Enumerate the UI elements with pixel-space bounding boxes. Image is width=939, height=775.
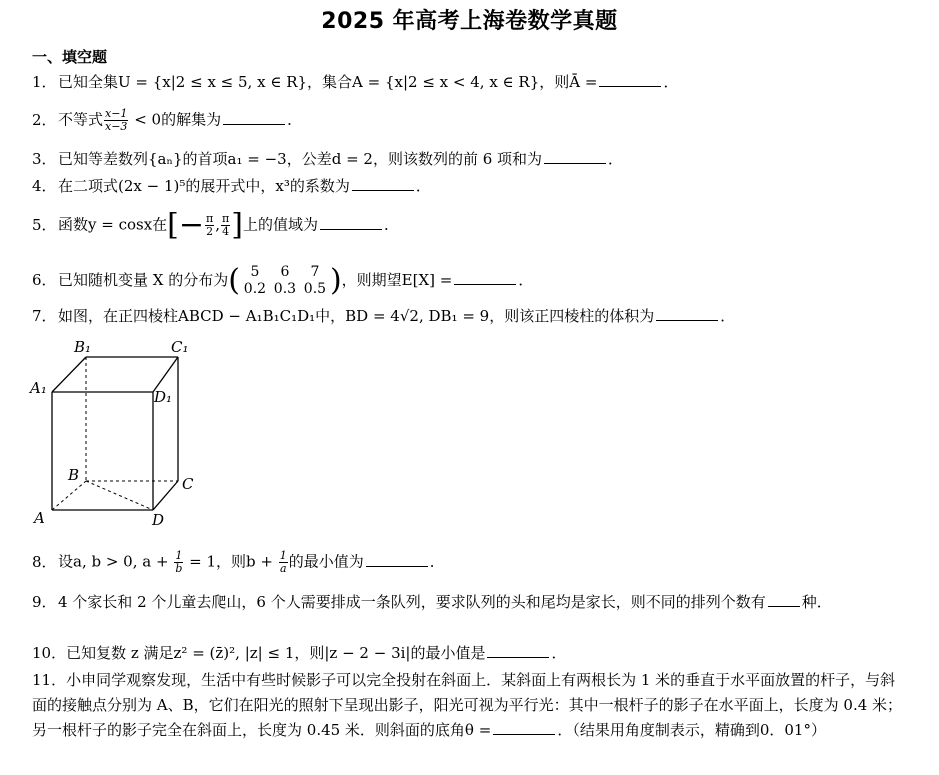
question-text: 如图，在正四棱柱ABCD − A₁B₁C₁D₁中，BD = 4√2, DB₁ = 9，则该正四棱柱的体积为: [58, 307, 655, 325]
label-d1: D₁: [154, 388, 173, 406]
edge-c1d1: [153, 357, 178, 392]
answer-blank: [656, 306, 718, 321]
question-number: 10．: [32, 644, 67, 662]
label-b: B: [68, 466, 80, 484]
question-number: 2．: [32, 110, 57, 129]
fraction-denominator: 2: [206, 225, 214, 238]
label-c: C: [182, 475, 194, 493]
question-end: ．: [551, 644, 567, 662]
question-end: ．: [429, 552, 445, 571]
fraction: [221, 213, 230, 238]
distribution-matrix: [240, 264, 330, 298]
answer-blank: [366, 552, 428, 567]
question-10: [32, 642, 567, 664]
question-number: 11．: [32, 671, 67, 689]
bracket-left: [−: [167, 207, 205, 243]
answer-blank: [454, 270, 516, 285]
comma: ,: [215, 215, 221, 234]
question-end: ．: [518, 271, 534, 289]
question-number: 3．: [32, 150, 57, 168]
question-text: 在二项式(2x − 1)⁵的展开式中，x³的系数为: [58, 177, 350, 195]
fraction-denominator: a: [279, 562, 287, 575]
label-d: D: [152, 511, 165, 529]
question-text: < 0的解集为: [129, 110, 222, 129]
question-number: 5．: [32, 215, 57, 234]
fraction-numerator: x−1: [105, 107, 128, 120]
question-text: 函数y = cosx在: [58, 215, 168, 234]
question-text: 设a, b > 0, a +: [58, 552, 174, 571]
fraction: [279, 550, 288, 575]
prism-figure: [28, 335, 218, 535]
matrix-cell: 5: [250, 264, 260, 280]
question-number: 1．: [32, 73, 57, 91]
question-end: ．: [415, 177, 431, 195]
question-end: ．: [720, 307, 736, 325]
question-text: 已知随机变量 X 的分布为: [58, 271, 229, 289]
answer-blank: [487, 643, 549, 658]
question-end: ．: [608, 150, 624, 168]
question-text: 小申同学观察发现，生活中有些时候影子可以完全投射在斜面上．某斜面上有两根长为 1 米的垂直于水平面放置的杆子，与斜面的接触点分别为 A、B，它们在阳光的照射下呈现出影子，阳光可视为平行光：其中一根杆子的影子在水平面上，长度为 0.4 米；另一根杆子的影子完全在斜面上，长度为 0.45 米．则斜面的底角θ =: [32, 671, 903, 739]
question-9: [32, 590, 908, 615]
question-number: 7．: [32, 307, 57, 325]
fraction-numerator: 1: [175, 549, 183, 562]
question-end: ．（结果用角度制表示，精确到0．01°）: [557, 721, 826, 739]
label-a: A: [34, 509, 45, 527]
fraction: [174, 550, 183, 575]
question-end: ．: [384, 215, 400, 234]
label-a1: A₁: [30, 379, 47, 397]
paren-right: ): [329, 263, 342, 298]
matrix-cell: 6: [280, 264, 290, 280]
question-text: = 1，则b +: [184, 552, 278, 571]
hidden-edge-bd: [86, 481, 153, 510]
question-text: 已知等差数列{aₙ}的首项a₁ = −3，公差d = 2，则该数列的前 6 项和为: [58, 150, 543, 168]
bracket-right: ]: [231, 207, 243, 243]
question-text: ，则期望E[X] =: [341, 271, 453, 289]
question-text: 4 个家长和 2 个儿童去爬山，6 个人需要排成一条队列，要求队列的头和尾均是家长，则不同的排列个数有: [58, 593, 766, 611]
question-6: [32, 264, 533, 298]
answer-blank: [544, 149, 606, 164]
question-end: 种．: [801, 593, 832, 611]
question-text: 的最小值为: [288, 552, 364, 571]
matrix-cell: 0.5: [303, 281, 327, 297]
question-5: [32, 207, 400, 243]
fraction-denominator: b: [175, 562, 183, 575]
fraction-denominator: 4: [222, 225, 230, 238]
page-title: 2025 年高考上海卷数学真题: [321, 9, 618, 34]
question-text: 已知全集U = {x|2 ≤ x ≤ 5, x ∈ R}，集合A = {x|2 ≤ x < 4, x ∈ R}，则Ā =: [58, 73, 598, 91]
matrix-cell: 0.2: [243, 281, 267, 297]
question-8: [32, 550, 445, 575]
edge-a1b1: [52, 357, 86, 392]
question-end: ．: [663, 73, 679, 91]
hidden-edge-ab: [52, 481, 86, 510]
question-11: [32, 668, 908, 743]
fraction-numerator: π: [222, 212, 230, 225]
fraction-denominator: x−3: [105, 120, 128, 133]
question-number: 6．: [32, 271, 57, 289]
question-number: 8．: [32, 552, 57, 571]
edge-dc: [153, 481, 178, 510]
matrix-cell: 0.3: [273, 281, 297, 297]
answer-blank: [320, 215, 382, 230]
question-text: 已知复数 z 满足z² = (z̄)², |z| ≤ 1，则|z − 2 − 3i|的最小值是: [66, 644, 486, 662]
question-7: [32, 305, 735, 327]
fraction: [104, 108, 128, 133]
answer-blank: [768, 592, 800, 607]
answer-blank: [352, 176, 414, 191]
fraction: [205, 213, 214, 238]
question-2: [32, 108, 302, 133]
paren-left: (: [228, 263, 240, 298]
section-heading: 一、填空题: [32, 48, 108, 66]
question-4: [32, 175, 431, 197]
question-1: [32, 71, 678, 93]
matrix-row-probabilities: [240, 281, 330, 298]
question-text: 不等式: [58, 110, 104, 129]
matrix-row-values: [240, 264, 330, 281]
question-3: [32, 148, 623, 170]
answer-blank: [599, 72, 661, 87]
question-text: 上的值域为: [242, 215, 318, 234]
answer-blank: [493, 720, 555, 735]
question-number: 9．: [32, 593, 57, 611]
label-b1: B₁: [74, 338, 92, 356]
question-end: ．: [287, 110, 303, 129]
label-c1: C₁: [171, 338, 189, 356]
question-number: 4．: [32, 177, 57, 195]
matrix-cell: 7: [310, 264, 320, 280]
fraction-numerator: π: [206, 212, 214, 225]
answer-blank: [223, 110, 285, 125]
fraction-numerator: 1: [279, 549, 287, 562]
